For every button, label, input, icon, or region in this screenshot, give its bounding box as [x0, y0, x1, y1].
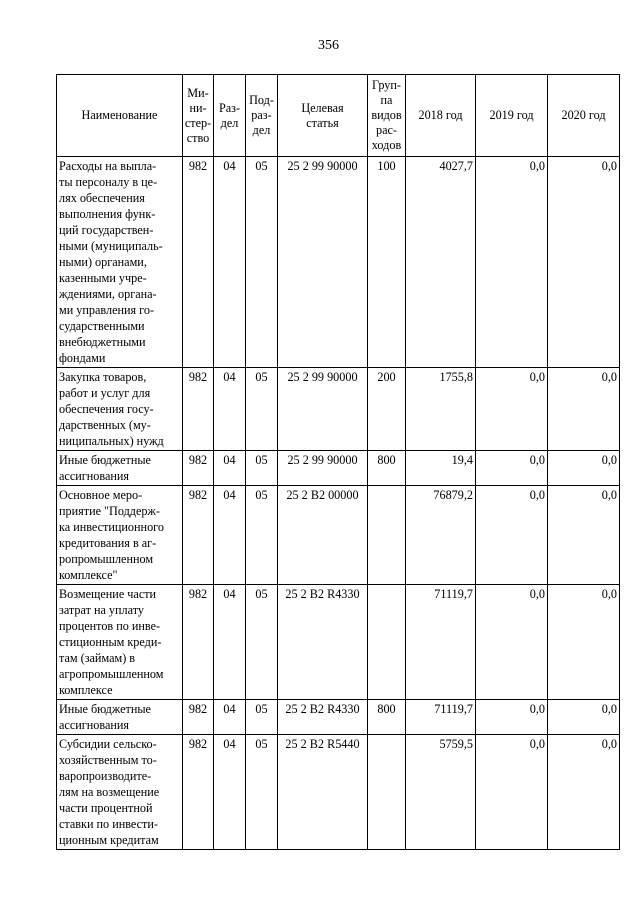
- row-target: 25 2 В2 R4330: [278, 585, 368, 700]
- row-section: 04: [214, 157, 246, 368]
- row-name: Субсидии сельско- хозяйственным то- варопроизводите- лям на возмещение части процентной ставки по инвести- ционным кредитам: [57, 735, 183, 850]
- budget-table: [56, 74, 620, 850]
- row-2019: 0,0: [476, 368, 548, 451]
- row-ministry: 982: [183, 585, 214, 700]
- header-target-text: Целевая статья: [301, 100, 344, 130]
- row-2020: 0,0: [548, 735, 620, 850]
- row-2019: 0,0: [476, 157, 548, 368]
- table-row: [57, 585, 620, 700]
- row-target: 25 2 99 90000: [278, 368, 368, 451]
- header-2020: 2020 год: [548, 75, 620, 157]
- row-name: Возмещение части затрат на уплату процентов по инве- стиционным креди- там (займам) в агропромышленном комплексе: [57, 585, 183, 700]
- row-ministry: 982: [183, 451, 214, 486]
- row-target: 25 2 В2 R5440: [278, 735, 368, 850]
- row-2020: 0,0: [548, 157, 620, 368]
- row-ministry: 982: [183, 735, 214, 850]
- row-target: 25 2 В2 R4330: [278, 700, 368, 735]
- row-2020: 0,0: [548, 585, 620, 700]
- header-ministry: [183, 75, 214, 157]
- row-2020: 0,0: [548, 700, 620, 735]
- row-2019: 0,0: [476, 486, 548, 585]
- row-subsection: 05: [246, 735, 278, 850]
- header-ministry-text: Ми- ни- стер- ство: [184, 85, 212, 145]
- header-group-text: Груп- па видов рас- ходов: [371, 78, 402, 152]
- row-2018: 71119,7: [406, 700, 476, 735]
- row-name: Иные бюджетные ассигнования: [57, 451, 183, 486]
- row-2019: 0,0: [476, 735, 548, 850]
- row-group: [368, 585, 406, 700]
- row-section: 04: [214, 700, 246, 735]
- header-name: Наименование: [57, 75, 183, 157]
- row-name: Основное меро- приятие "Поддерж- ка инвестиционного кредитования в аг- ропромышленном комплексе": [57, 486, 183, 585]
- row-2020: 0,0: [548, 451, 620, 486]
- table-row: [57, 486, 620, 585]
- row-2018: 4027,7: [406, 157, 476, 368]
- row-group: 800: [368, 451, 406, 486]
- page-number: 356: [318, 38, 339, 53]
- header-subsection-text: Под- раз- дел: [249, 93, 274, 137]
- row-2019: 0,0: [476, 451, 548, 486]
- row-2020: 0,0: [548, 368, 620, 451]
- row-2018: 1755,8: [406, 368, 476, 451]
- row-target: 25 2 99 90000: [278, 157, 368, 368]
- header-section: [214, 75, 246, 157]
- header-subsection: [246, 75, 278, 157]
- row-name: Закупка товаров, работ и услуг для обеспечения госу- дарственных (му- ниципальных) нужд: [57, 368, 183, 451]
- row-name: Расходы на выпла- ты персоналу в це- лях обеспечения выполнения функ- ций государствен- ными (муниципаль- ными) органами, казенными учре- ждениями, органа- ми управления го- сударственными внебюджетными фондами: [57, 157, 183, 368]
- row-2019: 0,0: [476, 700, 548, 735]
- row-section: 04: [214, 735, 246, 850]
- row-subsection: 05: [246, 700, 278, 735]
- row-subsection: 05: [246, 585, 278, 700]
- row-section: 04: [214, 486, 246, 585]
- table-row: [57, 735, 620, 850]
- header-2019: 2019 год: [476, 75, 548, 157]
- header-target: [278, 75, 368, 157]
- row-2020: 0,0: [548, 486, 620, 585]
- row-section: 04: [214, 585, 246, 700]
- row-group: [368, 735, 406, 850]
- table-row: [57, 451, 620, 486]
- row-2019: 0,0: [476, 585, 548, 700]
- row-section: 04: [214, 451, 246, 486]
- header-row: [57, 75, 620, 157]
- table-row: [57, 700, 620, 735]
- row-subsection: 05: [246, 451, 278, 486]
- row-target: 25 2 В2 00000: [278, 486, 368, 585]
- row-2018: 71119,7: [406, 585, 476, 700]
- row-subsection: 05: [246, 368, 278, 451]
- row-group: 800: [368, 700, 406, 735]
- row-group: [368, 486, 406, 585]
- row-subsection: 05: [246, 486, 278, 585]
- row-ministry: 982: [183, 486, 214, 585]
- row-target: 25 2 99 90000: [278, 451, 368, 486]
- row-group: 200: [368, 368, 406, 451]
- row-ministry: 982: [183, 700, 214, 735]
- row-name: Иные бюджетные ассигнования: [57, 700, 183, 735]
- header-section-text: Раз- дел: [218, 100, 241, 130]
- row-group: 100: [368, 157, 406, 368]
- row-ministry: 982: [183, 157, 214, 368]
- header-group: [368, 75, 406, 157]
- row-ministry: 982: [183, 368, 214, 451]
- header-2018: 2018 год: [406, 75, 476, 157]
- row-subsection: 05: [246, 157, 278, 368]
- row-2018: 5759,5: [406, 735, 476, 850]
- row-2018: 76879,2: [406, 486, 476, 585]
- row-2018: 19,4: [406, 451, 476, 486]
- table-row: [57, 157, 620, 368]
- row-section: 04: [214, 368, 246, 451]
- table-row: [57, 368, 620, 451]
